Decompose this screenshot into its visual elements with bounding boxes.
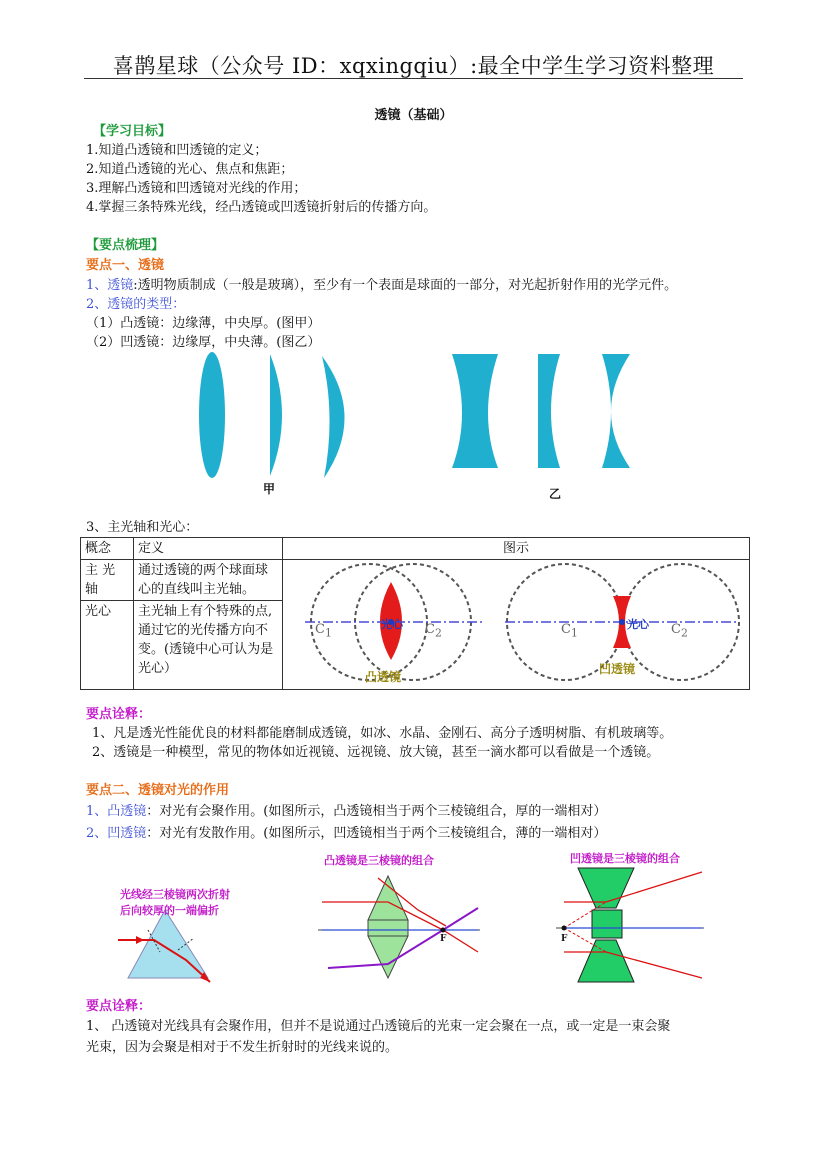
concave-prism-figure (556, 866, 706, 986)
goal-item: 1.知道凸透镜和凹透镜的定义； (86, 143, 268, 158)
goal-item: 3.理解凸透镜和凹透镜对光线的作用； (86, 181, 307, 196)
c2-label: $C_2$ (671, 622, 688, 640)
concept-table (80, 537, 750, 690)
biconvex-lens (199, 352, 225, 478)
goal-item: 2.知道凸透镜的光心、焦点和焦距； (86, 162, 294, 177)
note1-heading: 要点诠释： (86, 707, 152, 722)
prism-lower (368, 936, 408, 978)
item-number: 1、 (86, 804, 108, 819)
figure-label-yi: 乙 (549, 487, 562, 501)
planoconcave-lens (538, 354, 560, 468)
item-term: 凹透镜 (107, 826, 147, 841)
focus-label: F (561, 934, 568, 944)
type-convex: （1）凸透镜：边缘薄，中央厚。(图甲） (86, 316, 321, 331)
lens-types-figure (190, 350, 640, 500)
item-text: ：对光有发散作用。(如图所示，凹透镜相当于两个三棱镜组合，薄的一端相对） (146, 826, 607, 841)
convex-prism-caption: 凸透镜是三棱镜的组合 (324, 854, 434, 867)
page-title: 透镜（基础） (374, 108, 453, 123)
focus-label: F (440, 934, 447, 944)
c1-label: $C_1$ (315, 622, 332, 640)
focus-dot (562, 926, 567, 931)
note1-item: 2、透镜是一种模型，常见的物体如近视镜、远视镜、放大镜，甚至一滴水都可以看做是一个透镜。 (92, 745, 660, 760)
table-header-cell: 概念 (81, 538, 134, 560)
convex-effect (86, 802, 606, 821)
prism-lower (578, 940, 634, 982)
meniscus-concave-lens (602, 354, 630, 468)
table-header-cell: 定义 (134, 538, 283, 560)
table-row (81, 560, 750, 601)
table-header-row (81, 538, 750, 560)
optical-center-label: 光心 (627, 618, 649, 631)
prism-shape (128, 910, 208, 978)
note1-item: 1、凡是透光性能优良的材料都能磨制成透镜，如冰、水晶、金刚石、高分子透明树脂、有机玻璃等。 (92, 726, 673, 741)
focus-dot (441, 928, 446, 933)
optical-center-label: 光心 (381, 618, 403, 631)
point1-heading: 要点一、透镜 (86, 258, 165, 273)
prism-caption: 光线经三棱镜两次折射 后向较厚的一端偏折 (120, 888, 230, 917)
types-heading: 2、透镜的类型： (86, 297, 186, 312)
row-definition: 通过透镜的两个球面球心的直线叫主光轴。 (134, 560, 283, 601)
lens-definition (86, 276, 677, 295)
row-term: 主 光 轴 (81, 560, 134, 601)
note2-text: 光束，因为会聚是相对于不发生折射时的光线来说的。 (86, 1040, 399, 1055)
def-number: 1、 (86, 278, 108, 293)
page-header: 喜鹊星球（公众号 ID：xqxingqiu）:最全中学生学习资料整理 (112, 54, 715, 78)
goal-item: 4.掌握三条特殊光线，经凸透镜或凹透镜折射后的传播方向。 (86, 200, 437, 215)
concave-prism-caption: 凹透镜是三棱镜的组合 (570, 852, 680, 865)
meniscus-convex-lens (322, 356, 345, 478)
convex-label: 凸透镜 (365, 670, 402, 684)
prism-middle (368, 920, 408, 936)
table-header-cell: 图示 (283, 538, 750, 560)
biconcave-lens (452, 354, 498, 468)
concave-label: 凹透镜 (599, 662, 636, 676)
optical-center-dot (619, 619, 625, 625)
concave-effect (86, 824, 606, 843)
header-divider (84, 78, 743, 79)
figure-label-jia: 甲 (263, 482, 276, 496)
note2-heading: 要点诠释： (86, 999, 152, 1014)
summary-heading: 【要点梳理】 (86, 238, 165, 253)
axis-heading: 3、主光轴和光心： (86, 520, 199, 535)
row-definition: 主光轴上有个特殊的点,通过它的光传播方向不变。(透镜中心可认为是光心） (134, 601, 283, 690)
diagram-cell (283, 560, 750, 690)
item-number: 2、 (86, 826, 108, 841)
prism-middle (592, 910, 622, 938)
row-term: 光心 (81, 601, 134, 690)
goals-heading: 【学习目标】 (93, 124, 172, 139)
type-concave: （2）凹透镜：边缘厚，中央薄。(图乙） (86, 335, 321, 350)
c2-label: $C_2$ (425, 622, 442, 640)
c1-label: $C_1$ (561, 622, 578, 640)
arrow-head (136, 936, 144, 944)
def-term: 透镜 (107, 278, 134, 293)
note2-text: 1、 凸透镜对光线具有会聚作用，但并不是说通过凸透镜后的光束一定会聚在一点，或一定是一束会聚 (86, 1019, 671, 1034)
item-term: 凸透镜 (107, 804, 147, 819)
planoconvex-lens (270, 354, 282, 476)
point2-heading: 要点二、透镜对光的作用 (86, 783, 230, 798)
convex-prism-figure (318, 868, 483, 983)
def-text: :透明物质制成（一般是玻璃），至少有一个表面是球面的一部分，对光起折射作用的光学元件。 (133, 278, 678, 293)
item-text: ：对光有会聚作用。(如图所示，凸透镜相当于两个三棱镜组合，厚的一端相对） (146, 804, 607, 819)
